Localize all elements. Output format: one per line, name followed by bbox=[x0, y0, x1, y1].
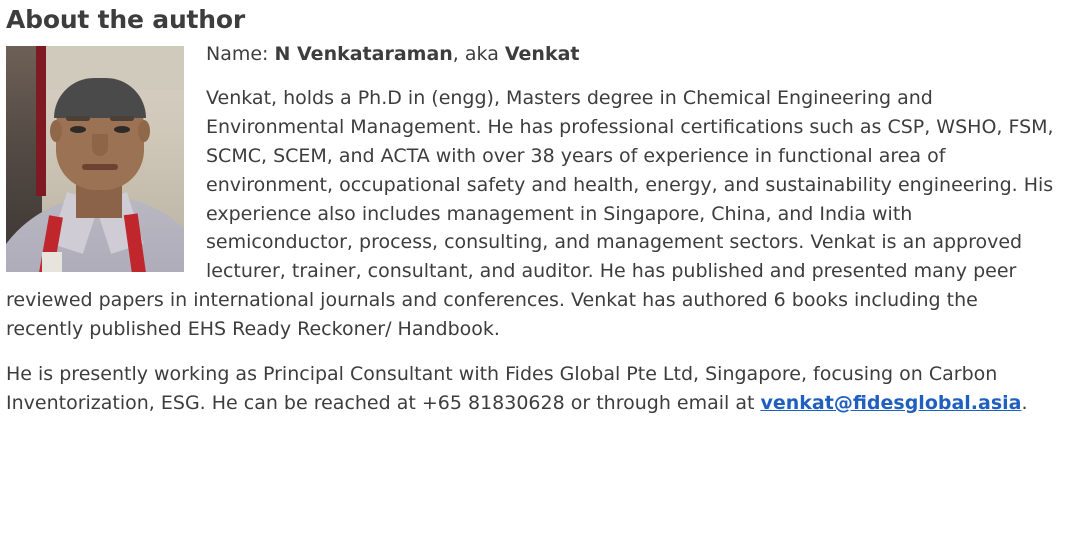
photo-badge bbox=[42, 252, 62, 272]
photo-ear-right bbox=[138, 120, 150, 142]
photo-ear-left bbox=[50, 120, 62, 142]
photo-eye-left bbox=[70, 126, 86, 133]
author-portrait-image bbox=[6, 46, 184, 272]
contact-text-after-email: . bbox=[1021, 391, 1028, 414]
photo-eyebrow-right bbox=[110, 116, 134, 121]
author-contact-paragraph bbox=[6, 360, 1060, 418]
photo-door-frame bbox=[36, 46, 46, 196]
author-alias: Venkat bbox=[504, 42, 580, 65]
contact-text-before-email: He is presently working as Principal Consultant with Fides Global Pte Ltd, Singapore, focusing on Carbon Inventorization, ESG. He can be reached at +65 81830628 or through email at bbox=[6, 362, 998, 414]
photo-mouth bbox=[82, 164, 118, 170]
photo-nose bbox=[92, 134, 108, 156]
author-bio-paragraph: Venkat, holds a Ph.D in (engg), Masters degree in Chemical Engineering and Environmental Management. He has professional certifications such as CSP, WSHO, FSM, SCMC, SCEM, and ACTA with over 38 years of experience in functional area of environment, occupational safety and health, energy, and sustainability engineering. His experience also includes management in Singapore, China, and India with semiconductor, process, consulting, and management sectors. Venkat is an approved lecturer, trainer, consultant, and auditor. He has published and presented many peer reviewed papers in international journals and conferences. Venkat has authored 6 books including the recently published EHS Ready Reckoner/ Handbook. bbox=[6, 87, 1054, 340]
page-title: About the author bbox=[6, 5, 245, 34]
author-name: N Venkataraman bbox=[274, 42, 453, 65]
about-the-author-section bbox=[0, 6, 1066, 545]
aka-label: , aka bbox=[452, 42, 505, 65]
photo-eye-right bbox=[114, 126, 130, 133]
name-label: Name: bbox=[206, 42, 275, 65]
photo-eyebrow-left bbox=[66, 116, 90, 121]
author-email-link[interactable]: venkat@fidesglobal.asia bbox=[760, 391, 1022, 414]
